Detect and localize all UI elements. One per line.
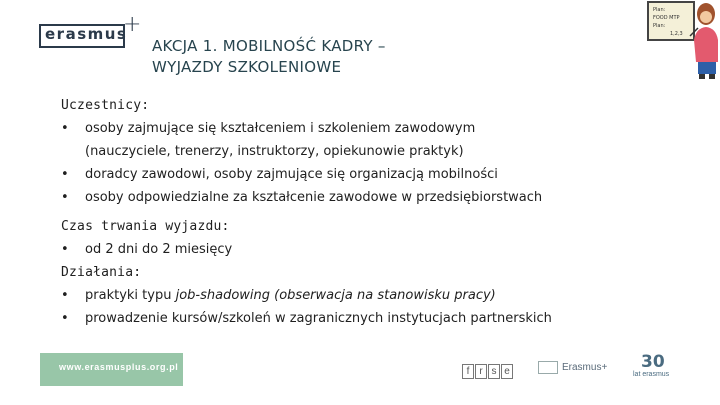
teacher-illustration xyxy=(646,0,720,80)
participant-item-1: osoby zajmujące się kształceniem i szkoleniem zawodowym xyxy=(85,121,476,136)
frse-logo xyxy=(462,359,514,379)
eu-flag-icon xyxy=(538,361,558,374)
board-line-4: 1,2,3 xyxy=(670,31,683,37)
participants-heading: Uczestnicy: xyxy=(61,98,150,113)
title-line-1: AKCJA 1. MOBILNOŚĆ KADRY – xyxy=(152,37,386,55)
participant-item-3: osoby odpowiedzialne za kształcenie zawodowe w przedsiębiorstwach xyxy=(85,190,543,205)
activities-heading: Działania: xyxy=(61,265,142,280)
title-line-2: WYJAZDY SZKOLENIOWE xyxy=(152,58,342,76)
bullet: • xyxy=(61,311,69,326)
anniversary-number: 30 xyxy=(641,352,665,372)
page-title xyxy=(152,36,386,78)
eu-erasmus-logo xyxy=(538,359,612,377)
frse-letter: f xyxy=(462,364,474,379)
board-line-2: FOOD MTP xyxy=(653,15,680,21)
duration-section xyxy=(61,215,232,261)
activities-section xyxy=(61,261,552,330)
participants-section xyxy=(61,94,542,209)
list-item xyxy=(61,163,542,186)
bullet: • xyxy=(61,190,69,205)
activity-item-1-italic: job-shadowing (obserwacja na stanowisku pracy) xyxy=(175,288,496,303)
logo-text: erasmus xyxy=(45,25,128,43)
bullet: • xyxy=(61,121,69,136)
eu-logo-text: Erasmus+ xyxy=(562,362,608,373)
board-line-3: Plan: xyxy=(653,23,666,29)
anniversary-text: lat erasmus xyxy=(633,371,670,378)
list-item xyxy=(61,117,542,140)
list-item xyxy=(61,186,542,209)
erasmus-logo xyxy=(39,12,142,52)
board-line-1: Plan: xyxy=(653,7,666,13)
logo-plus: + xyxy=(123,12,142,37)
bullet: • xyxy=(61,288,69,303)
frse-letter: e xyxy=(501,364,513,379)
participant-item-1-cont: (nauczyciele, trenerzy, instruktorzy, opiekunowie praktyk) xyxy=(85,144,464,159)
duration-item-1: od 2 dni do 2 miesięcy xyxy=(85,242,233,257)
footer-url-link[interactable]: www.erasmusplus.org.pl xyxy=(59,362,179,372)
list-item xyxy=(61,284,552,307)
footer-url-banner[interactable] xyxy=(40,353,183,386)
bullet: • xyxy=(61,242,69,257)
list-item xyxy=(61,307,552,330)
bullet: • xyxy=(61,167,69,182)
activity-item-1-prefix: praktyki typu xyxy=(85,288,176,303)
activity-item-2: prowadzenie kursów/szkoleń w zagranicznych instytucjach partnerskich xyxy=(85,311,552,326)
frse-letter: r xyxy=(475,364,487,379)
duration-heading: Czas trwania wyjazdu: xyxy=(61,219,230,234)
list-item xyxy=(61,238,232,261)
participant-item-2: doradcy zawodowi, osoby zajmujące się organizacją mobilności xyxy=(85,167,498,182)
frse-letter: s xyxy=(488,364,500,379)
anniversary-logo xyxy=(633,352,685,382)
